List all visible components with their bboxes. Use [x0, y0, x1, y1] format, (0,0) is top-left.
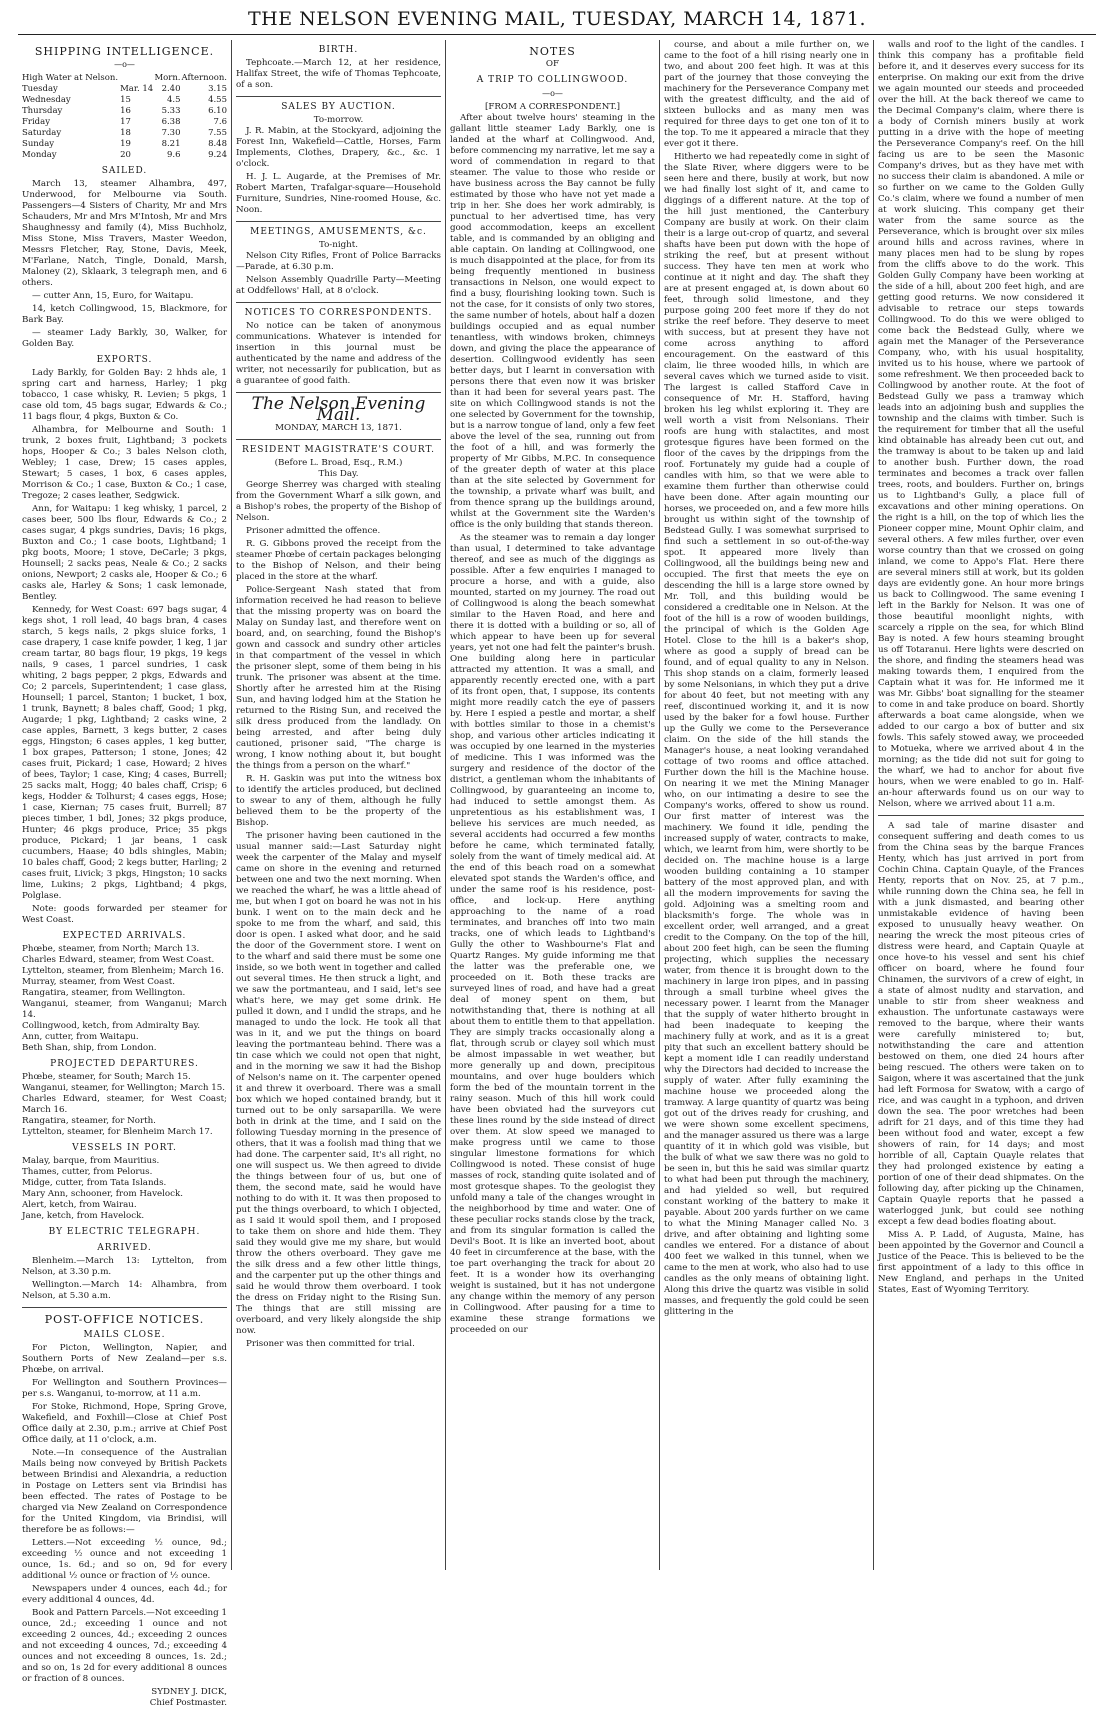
tide-cell: Friday [22, 117, 50, 127]
sailed-entry: — cutter Ann, 15, Euro, for Waitapu. [32, 291, 194, 301]
trip-title-2: A TRIP TO COLLINGWOOD. [476, 75, 629, 85]
court-paragraph: R. H. Gaskin was put into the witness box to identify the articles produced, but declined to swear to any of them, although he fully believed them to be the property of the Bishop. [236, 774, 441, 828]
tide-cell: 9.24 [208, 150, 227, 160]
post-item: For Picton, Wellington, Napier, and Southern Ports of New Zealand—per s.s. Phœbe, on arrival. [22, 1343, 227, 1375]
tide-header-cell: Morn. [154, 73, 181, 83]
vessel-entry: Mary Ann, schooner, from Havelock. [22, 1189, 184, 1199]
signature: SYDNEY J. DICK, [151, 1687, 227, 1697]
birth-text: Tephcoate.—March 12, at her residence, Halifax Street, the wife of Thomas Tephcoate, of a son. [236, 58, 441, 90]
vessel-entry: Malay, barque, from Mauritius. [22, 1156, 160, 1166]
divider [236, 221, 441, 222]
column-3 [446, 40, 660, 1570]
signature-title: Chief Postmaster. [149, 1698, 227, 1708]
vessels-title: VESSELS IN PORT. [72, 1143, 177, 1153]
court-paragraph: Police-Sergeant Nash stated that from information received he had reason to believe that the missing property was on board the Malay on Sunday last, and therefore went on board, and, on searching, found the Bishop's gown and cassock and sundry other articles in that compartment of the vessel in which the prisoner slept, some of them being in his trunk. The prisoner was absent at the time. Shortly after he arrested him at the Rising Sun, and having lodged him at the Station he returned to the Rising Sun, and received the silk dress produced from the landlady. On being arrested, and after being duly cautioned, prisoner said, "The charge is wrong, I know nothing about it, but bought the things from a person on the wharf." [236, 585, 441, 771]
tide-cell: 18 [120, 128, 131, 138]
sailed-entry: March 13, steamer Alhambra, 497, Underwood, for Melbourne via South. Passengers—4 Sisters of Charity, Mr and Mrs Schauders, Mr and Mrs M'Intosh, Mr and Mrs Shaughnessy and family (4), Miss Buchholz, Miss Stone, Miss Travers, Master Weedon, Messrs Fletcher, Ray, Stone, Davis, Meek, M'Farlane, Natch, Tingle, Donald, Marsh, Maloney (2), Sklaark, 3 telegraph men, and 6 others. [22, 179, 227, 288]
expected-entry: Charles Edward, steamer, from West Coast. [22, 955, 215, 965]
expected-entry: Wanganui, steamer, from Wanganui; March 14. [22, 999, 227, 1020]
masthead: THE NELSON EVENING MAIL, TUESDAY, MARCH 14, 1871. [247, 8, 867, 30]
post-office-title: POST-OFFICE NOTICES. [44, 1313, 205, 1326]
column-2 [232, 40, 446, 1570]
tide-row [22, 150, 227, 161]
tide-cell: Monday [22, 150, 57, 160]
tide-header-cell: Afternoon. [181, 73, 227, 83]
trip-paragraph: After about twelve hours' steaming in the gallant little steamer Lady Barkly, one is landed at the wharf at Collingwood. And, before commencing my narrative, let me say a word of commendation in regard to that steamer. The value to those who reside or have business across the Bay cannot be fully estimated by those who have not yet made a trip in her. She does her work admirably, is punctual to her advertised time, has very good accommodation, keeps an excellent table, and is commanded by an obliging and able captain. On landing at Collingwood, one is much disappointed at the place, for from its being frequently mentioned in business transactions in Nelson, one would expect to find a busy, flourishing looking town. Such is not the case, for it consists of only two stores, the same number of hotels, about half a dozen buildings occupied and as equal number tenantless, with windows broken, chimneys down, and giving the place the appearance of desertion. Collingwood evidently has seen better days, but I learnt in conversation with persons there that even now it was brisker than it had been for several years past. The site on which Collingwood stands is not the one selected by Government for the township, but is a narrow tongue of land, only a few feet above the level of the sea, running out from the foot of a hill, and was formerly the property of Mr Gibbs, M.P.C. In consequence of the greater depth of water at this place than at the site selected by Government for the township, a private wharf was built, and from thence sprang up the buildings around, whilst at the Government site the Warden's office is the only building that stands thereon. [450, 113, 655, 530]
tide-cell: 7.55 [208, 128, 227, 138]
tide-cell: 6.38 [161, 117, 181, 127]
shipping-title: SHIPPING INTELLIGENCE. [34, 45, 215, 58]
tide-cell: Tuesday [22, 84, 58, 94]
export-entry: Lady Barkly, for Golden Bay: 2 hhds ale, 1 spring cart and harness, Harley; 1 pkg tobacco, 1 case whisky, R. Levien; 5 pkgs, 1 case old tom, 45 bags sugar, Edwards & Co.; 11 bags flour, 4 pkgs, Buxton & Co. [22, 368, 227, 422]
tide-table [22, 73, 227, 161]
tide-cell: Mar. 14 [120, 84, 154, 94]
tide-row [22, 84, 227, 95]
tide-cell: 7.6 [213, 117, 227, 127]
tide-cell: 7.30 [161, 128, 181, 138]
projected-entry: Charles Edward, steamer, for West Coast; March 16. [22, 1094, 227, 1115]
auction-when: To-morrow. [313, 115, 364, 125]
post-item: Letters.—Not exceeding ½ ounce, 9d.; exceeding ½ ounce and not exceeding 1 ounce, 1s. 6d.; and so on, 9d for every additional ½ ounce or fraction of ½ ounce. [22, 1538, 227, 1581]
expected-entry: Lyttelton, steamer, from Blenheim; March 16. [22, 966, 224, 976]
meetings-when: To-night. [318, 240, 359, 250]
tide-cell: 4.5 [166, 95, 181, 105]
divider [22, 1307, 227, 1308]
tide-cell: 8.21 [161, 139, 181, 149]
trip-of: OF [545, 59, 560, 69]
tide-row [22, 128, 227, 139]
trip-paragraph: Hitherto we had repeatedly come in sight of the Slate River, where diggers were to be seen here and there, busily at work, but now we had finally lost sight of it, and came to diggings of a different nature. At the top of the hill just mentioned, the Canterbury Company are busily at work. On their claim their is a large out-crop of quartz, and several shafts have been put down with the hope of striking the reef, but at present without success. They have ten men at work who continue at it night and day. The shaft they are at present engaged at, is down about 60 feet, through solid limestone, and they purpose going 200 feet more if they do not strike the reef before. They deserve to meet with success, but at present they have not come across anything to afford encouragement. On the eastward of this claim, lie three wooded hills, in which are several caves which we turned aside to visit. The largest is called Stafford Cave in consequence of Mr. H. Stafford, having broken his leg whilst exploring it. They are well worth a visit from Nelsonians. Their roofs are hung with stalactites, and most grotesque figures have been formed on the floor of the caves by the drippings from the roof. Fortunately my guide had a couple of candles with him, so that we were able to examine them further than otherwise could have been done. After again mounting our horses, we proceeded on, and a few more hills brought us within sight of the township of Bedstead Gully. I was somewhat surprised to find such a settlement in so out-of-the-way spot. It appeared more lively than Collingwood, all the buildings being new and occupied. The first that meets the eye on descending the hill is a large store owned by Mr. Toll, and this building would be considered a creditable one in Nelson. At the foot of the hill is a row of wooden buildings, the principal of which is the Golden Age Hotel. Close to the hill is a baker's shop, where as good a supply of bread can be found, and of equal quality to any in Nelson. This shop stands on a claim, formerly leased by some Nelsonians, in which they put a drive for about 40 feet, but not meeting with any reef, discontinued working it, and it is now used by the baker for a fowl house. Further up the Gully we come to the Perseverance claim. On the side of the hill stands the Manager's house, a neat looking verandahed cottage of two rooms and office attached. Further down the hill is the Machine house. On nearing it we met the Mining Manager who, on our intimating a desire to see the Company's works, offered to show us round. Our first matter of interest was the machinery. We found it idle, pending the increased supply of water, contracts to make, which, we learnt from him, were shortly to be decided on. The machine house is a large wooden building containing a 10 stamper battery of the most approved plan, and with all the modern improvements for saving the gold. Adjoining was a smelting room and blacksmith's forge. The whole was in excellent order, well arranged, and a great credit to the Company. On the top of the hill, about 200 feet high, can be seen the fluming projecting, which supplies the necessary water, from thence it is brought down to the machinery in large iron pipes, and in passing through a small turbine wheel gives the necessary power. I learnt from the Manager that the supply of water hitherto brought in had been inadequate to keeping the machinery fully at work, and as it is a great pity that such an excellent battery should be kept a moment idle I can readily understand why the Directors had decided to increase the supply of water. After fully examining the machine house we proceeded along the tramway. A large quantity of quartz was being got out of the drives ready for crushing, and we were shown some excellent specimens, and the manager assured us there was a large quantity of it in which gold was visible, but the bulk of what we saw there was no gold to be seen in, but this he said was similar quartz to what had been put through the machinery, and had yielded so well, but required constant working of the battery to make it payable. About 200 yards further on we came to what the Mining Manager called No. 3 drive, and after obtaining and lighting some candles we entered. For a distance of about 400 feet we walked in this tunnel, when we came to the men at work, who also had to use candles as the only means of obtaining light. Along this drive the quartz was visible in solid masses, and frequently the gold could be seen glittering in the [664, 152, 869, 1317]
trip-paragraph: course, and about a mile further on, we came to the foot of a hill rising nearly one in two, and about 200 feet high. It was at this part of the journey that those conveying the machinery for the Perseverance Company met with the greatest difficulty, and the aid of sixteen bullocks and as many men was required for three days to get one ton of it to the top. To me it appeared a miracle that they ever got it there. [664, 40, 869, 149]
auction-title: SALES BY AUCTION. [281, 102, 396, 112]
projected-entry: Phœbe, steamer, for South; March 15. [22, 1072, 191, 1082]
paper-date: MONDAY, MARCH 13, 1871. [275, 423, 402, 433]
tide-cell: 15 [120, 95, 131, 105]
court-paragraph: The prisoner having been cautioned in the usual manner said:—Last Saturday night week the carpenter of the Malay and myself came on shore in the evening and returned between one and two the next morning. When we reached the wharf, he was a little ahead of me, but when I got on board he was not in his bunk. I went on to the main deck and he spoke to me from the wharf, and said, this door is open. I asked what door, and he said the door of the Government store. I went on to the wharf and said there must be some one inside, so we both went in together and called out several times. He then struck a light, and we saw the portmanteau, and I said, let's see what's here, we may get some drink. He pulled it down, and I undid the straps, and he managed to undo the lock. He took all that was in it, and we put the things on board leaving the portmanteau behind. There was a tin case which we could not open that night, and in the morning we saw it had the Bishop of Nelson's name on it. The carpenter opened it and threw it overboard. There was a small box which we hoped contained brandy, but it turned out to be only sarsaparilla. We were both in drink at the time, and I said on the following Tuesday morning in the presence of others, that it was a foolish mad thing that we had done. The carpenter said, It's all right, no one will suspect us. We then agreed to divide the things between four of us, but one of them, the second mate, said he would have nothing to do with it. It was then proposed to put the things overboard, to which I objected, as I said it would spoil them, and I proposed to take them on shore and hide them. They said they would give me my share, but would throw the others overboard. They gave me the silk dress and a few other little things, and the carpenter put up the other things and said he would throw them overboard. I took the dress on Friday night to the Rising Sun. The things that are still missing are overboard, and very likely alongside the ship now. [236, 831, 441, 1336]
court-paragraph: Prisoner was then committed for trial. [246, 1339, 415, 1349]
meetings-title: MEETINGS, AMUSEMENTS, &c. [250, 227, 427, 237]
court-paragraph: George Sherrey was charged with stealing from the Government Wharf a silk gown, and a Bishop's robes, the property of the Bishop of Nelson. [236, 480, 441, 523]
meeting-item: Nelson Assembly Quadrille Party—Meeting at Oddfellows' Hall, at 8 o'clock. [236, 275, 441, 296]
court-subtitle: (Before L. Broad, Esq., R.M.) [274, 458, 403, 468]
trip-paragraph: As the steamer was to remain a day longer than usual, I determined to take advantage thereof, and see as much of the diggings as possible. After a few enquiries I managed to procure a horse, and with a guide, also mounted, started on my journey. The road out of Collingwood is along the beach somewhat similar to the Haven Road, and here and there it is dotted with a building or so, all of which appear to have been up for several years, yet not one had felt the painter's brush. One building along here in particular attracted my attention. It was a small, and apparently recently erected one, with a part of its front open, that, I suppose, its contents might more readily catch the eye of passers by. Here I espied a pestle and mortar, a shelf with bottles similar to those in a chemist's shop, and various other articles indicating it was occupied by one learned in the mysteries of medicine. This I was informed was the surgery and residence of the doctor of the district, a gentleman whom the inhabitants of Collingwood, by guaranteeing an income to, had induced to settle amongst them. As unpretentious as his establishment was, I believe his services are much needed, as several accidents had occurred a few months before he came, which terminated fatally, solely from the want of timely medical aid. At the end of this beach road on a somewhat elevated spot stands the Warden's office, and under the same roof is his residence, post-office, and lock-up. Here anything approaching to the name of a road terminates, and branches off into two main tracks, one of which leads to Lightband's Gully the other to Washbourne's Flat and Quartz Ranges. My guide informing me that the latter was the preferable one, we proceeded on it. Both these tracks are surveyed lines of road, and have had a great deal of money spent on them, but notwithstanding that, there is nothing at all about them to entitle them to that appellation. They are simply tracks occasionally along a flat, through scrub or clayey soil which must be almost impassable in wet weather, but more generally up and down, precipitous mountains, and over huge boulders which form the bed of the mountain torrent in the rainy season. Much of this hill work could have been obviated had the surveyors cut these lines round by the side instead of direct over them. At slow speed we managed to make progress until we came to those singular limestone formations for which Collingwood is noted. These consist of huge masses of rock, standing quite isolated and of most grotesque shapes. To the geologist they unfold many a tale of the changes wrought in the neighborhood by time and water. One of these peculiar rocks stands close by the track, and from its singular formation is called the Devil's Boot. It is like an inverted boot, about 40 feet in circumference at the base, with the toe part overhanging the track for about 20 feet. It is a wonder how its overhanging weight is sustained, but it has not undergone any change within the memory of any person in Collingwood. After pausing for a time to examine these strange formations we proceeded on our [450, 533, 655, 1335]
mails-close-title: MAILS CLOSE. [83, 1330, 166, 1340]
divider [878, 815, 1084, 816]
birth-title: BIRTH. [318, 45, 359, 55]
post-item: Note.—In consequence of the Australian Mails being now conveyed by British Packets between Brindisi and Alexandria, a reduction in Postage on Letters sent via Brindisi has been effected. The rates of Postage to be charged via New Zealand on Correspondence for the United Kingdom, via Brindisi, will therefore be as follows:— [22, 1448, 227, 1535]
expected-entry: Ann, cutter, from Waitapu. [22, 1032, 139, 1042]
court-title: RESIDENT MAGISTRATE'S COURT. [241, 445, 436, 455]
export-entry: Kennedy, for West Coast: 697 bags sugar, 4 kegs shot, 1 roll lead, 40 bags bran, 4 cases starch, 5 kegs nails, 2 pkgs sluice forks, 1 case drapery, 1 case knife powder, 1 keg, 1 jar cream tartar, 80 bags flour, 19 pkgs, 19 kegs nails, 9 cases, 1 parcel sundries, 1 cask whiting, 2 bags pepper, 2 pkgs, Edwards and Co; 2 parcels, Superintendent; 1 case glass, Hounsell; 1 parcel, Stanton; 1 bucket, 1 box, 1 trunk, Baynett; 8 bales chaff, Good; 1 pkg, Augarde; 1 pkg, Lightband; 2 casks wine, 2 case apples, Barnett, 3 kegs butter, 2 cases eggs, Hingston; 6 cases apples, 1 keg butter, 1 box grapes, Patterson; 1 stone, Jones; 42 cases fruit, Pickard; 1 case, Howard; 2 hives of bees, Taylor; 1 case, King; 4 cases, Burrell; 25 sacks malt, Hogg; 40 bales chaff, Crisp; 6 kegs, Hodder & Tolhurst; 4 cases eggs, Hose; 1 case, Kiernan; 75 cases fruit, Burrell; 87 pieces timber, 1 bdl, Jones; 32 pkgs produce, Hunter; 46 pkgs produce, Price; 35 pkgs produce, Pickard; 1 jar beans, 1 cask cucumbers, Haase; 40 bdls shingles, Mabin; 10 bales chaff, Good; 2 kegs butter, Harling; 2 cases fruit, Livick; 3 pkgs, Hingston; 10 sacks lime, Lukins; 2 pkgs, Lightband; 4 pkgs, Polglase. [22, 605, 227, 901]
top-rule [18, 34, 1096, 35]
tide-cell: Saturday [22, 128, 62, 138]
post-item: Book and Pattern Parcels.—Not exceeding 1 ounce, 2d.; exceeding 1 ounce and not exceeding 2 ounces, 4d.; exceeding 2 ounces and not exceeding 4 ounces, 7d.; exceeding 4 ounces and not exceeding 8 ounces, 1s. 2d.; and so on, 1s 2d for every additional 8 ounces or fraction of 8 ounces. [22, 1608, 227, 1684]
expected-entry: Beth Shan, ship, from London. [22, 1043, 157, 1053]
expected-entry: Phœbe, steamer, from North; March 13. [22, 944, 200, 954]
auction-item: J. R. Mabin, at the Stockyard, adjoining the Forest Inn, Wakefield—Cattle, Horses, Farm Implements, Clothes, Drapery, &c., &c. 1 o'clock. [236, 126, 441, 169]
expected-entry: Collingwood, ketch, from Admiralty Bay. [22, 1021, 201, 1031]
export-entry: Alhambra, for Melbourne and South: 1 trunk, 2 boxes fruit, Lightband; 3 pockets hops, Hooper & Co.; 3 bales Nelson cloth, Webley; 1 case, Drew; 15 cases apples, Stewart; 5 cases, 1 box, 6 cases apples, Morrison & Co.; 1 case, Buxton & Co.; 1 case, Tregoze; 2 cases leather, Sedgwick. [22, 425, 227, 501]
separator: —o— [114, 60, 135, 69]
court-paragraph: Prisoner admitted the offence. [246, 526, 381, 536]
tide-cell: Wednesday [22, 95, 71, 105]
trip-from: [FROM A CORRESPONDENT.] [484, 102, 621, 112]
tide-cell: 9.6 [166, 150, 181, 160]
expected-entry: Rangatira, steamer, from Wellington. [22, 988, 186, 998]
paper-name: The Nelson Evening Mail. [251, 394, 426, 425]
divider [236, 96, 441, 97]
exports-title: EXPORTS. [96, 355, 153, 365]
divider [236, 439, 441, 440]
tide-row [22, 95, 227, 106]
tide-header [22, 73, 227, 84]
tide-cell: 4.55 [208, 95, 227, 105]
tide-cell: 8.48 [208, 139, 227, 149]
vessel-entry: Midge, cutter, from Tata Islands. [22, 1178, 167, 1188]
vessel-entry: Jane, ketch, from Havelock. [22, 1211, 145, 1221]
tide-cell: 17 [120, 117, 131, 127]
export-entry: Ann, for Waitapu: 1 keg whisky, 1 parcel, 2 cases beer, 500 lbs flour, Edwards & Co.; 2 cases sugar, 4 pkgs sundries, Davis; 16 pkgs, Buxton and Co.; 1 case boots, Lightband; 1 pkg boots, Moore; 1 stove, DeCarle; 3 pkgs, Hounsell; 2 sacks peas, Neale & Co.; 2 sacks onions, Newport; 2 casks ale, Hooper & Co.; 6 casks ale, Harley & Sons; 1 cask lemonade, Bentley. [22, 504, 227, 602]
trip-title: NOTES [529, 45, 576, 58]
column-5 [874, 40, 1088, 1570]
tide-cell: 5.33 [161, 106, 181, 116]
divider [236, 392, 441, 393]
court-paragraph: R. G. Gibbons proved the receipt from the steamer Phœbe of certain packages belonging to the Bishop of Nelson, and their being placed in the store at the wharf. [236, 539, 442, 582]
expected-entry: Murray, steamer, from West Coast. [22, 977, 176, 987]
court-day: This Day. [318, 469, 359, 479]
column-4 [660, 40, 874, 1570]
separator: —o— [542, 89, 563, 98]
tide-cell: 19 [120, 139, 131, 149]
tide-cell: Sunday [22, 139, 55, 149]
tide-cell: 20 [120, 150, 131, 160]
marine-paragraph: A sad tale of marine disaster and consequent suffering and death comes to us from the China seas by the barque Frances Henty, which has just arrived in port from Cochin China. Captain Quayle, of the Frances Henty, reports that on Nov. 25, at 7 p.m., while running down the China sea, he fell in with a junk dismasted, and bearing other unmistakable evidence of having been exposed to unusually heavy weather. On nearing the wreck the most piteous cries of distress were heard, and Captain Quayle at once hove-to his vessel and sent his chief officer on board, where he found four Chinamen, the survivors of a crew of eight, in a state of almost nudity and starvation, and unable to stir from sheer weakness and exhaustion. The unfortunate castaways were removed to the barque, where their wants were carefully ministered to; but, notwithstanding the care and attention bestowed on them, one died 24 hours after being rescued. The others were taken on to Saigon, where it was ascertained that the junk had left Formosa for Swatow, with a cargo of rice, and was caught in a typhoon, and driven down the sea. The poor wretches had been adrift for 21 days, and of this time they had been without food and water, except a few showers of rain, for 14 days; and most horrible of all, Captain Quayle relates that they had prolonged existence by eating a portion of one of their dead shipmates. On the following day, after picking up the Chinamen, Captain Quayle reports that he passed a waterlogged junk, but could see nothing except a few dead bodies floating about. [878, 821, 1084, 1227]
arrived-title: ARRIVED. [97, 1243, 152, 1253]
sailed-title: SAILED. [101, 166, 148, 176]
vessel-entry: Thames, cutter, from Pelorus. [22, 1167, 153, 1177]
telegraph-title: BY ELECTRIC TELEGRAPH. [48, 1227, 201, 1237]
trip-paragraph: walls and roof to the light of the candles. I think this company has a profitable field before it, and it deserves every success for its enterprise. On making our exit from the drive we again mounted our steeds and proceeded over the hill. At the back thereof we came to the Decimal Company's claim, where there is a body of Cornish miners busily at work putting in a drive with the hope of meeting the Perseverance Company's reef. On the hill facing us are to be seen the Masonic Company's drives, but as they have met with no success their claim is abandoned. A mile or so further on we came to the Golden Gully Co.'s claim, where we found a number of men at work sluicing. This company get their water from the same source as the Perseverance, which is brought over six miles around hills and across ravines, where in many places men had to be slung by ropes from the cliffs above to do the work. This Golden Gully Company have been working at the side of a hill, about 200 feet high, and are getting good returns. We now considered it advisable to retrace our steps towards Collingwood. To do this we were obliged to come back the Bedstead Gully, where we again met the Manager of the Perseverance Company, who, with his usual hospitality, invited us to his house, where we partook of some refreshment. We then proceeded back to Collingwood by another route. At the foot of Bedstead Gully we pass a tramway which leads into an adjoining bush and supplies the township and the claims with timber. Such is the requirement for timber that all the useful kind obtainable has already been cut out, and the tramway is about to be taken up and laid to another bush. Further down, the road terminates and becomes a track over fallen trees, roots, and boulders. Further on, brings us to Lightband's Gully, a place full of excavations and other mining operations. On the right is a hill, on the top of which lies the Pioneer copper mine, Mount Ophir claim, and several others. A few miles further, over even worse country than that we crossed on going inland, we come to Appo's Flat. Here there are several miners still at work, but its golden days are evidently gone. An hour more brings us back to Collingwood. The same evening I left in the Barkly for Nelson. It was one of those beautiful moonlight nights, with scarcely a ripple on the sea, for which Blind Bay is noted. A few hours steaming brought us off Totaranui. Here lights were descried on the shore, and finding the steamers head was making towards them, I enquired from the Captain what it was for. He informed me it was Mr. Gibbs' boat signalling for the steamer to come in and take produce on board. Shortly afterwards a boat came alongside, when we added to our cargo a box of butter and six fowls. This safely stowed away, we proceeded to Motueka, where we arrived about 4 in the morning; as the tide did not suit for going to the wharf, we had to anchor for about five hours, when we were enabled to go in. Half-an-hour afterwards found us on our way to Nelson, where we arrived about 11 a.m. [878, 40, 1084, 809]
tide-cell: 6.10 [208, 106, 227, 116]
vessel-entry: Alert, ketch, from Wairau. [22, 1200, 137, 1210]
projected-entry: Lyttelton, steamer, for Blenheim March 17. [22, 1127, 213, 1137]
auction-item: H. J. L. Augarde, at the Premises of Mr. Robert Marten, Trafalgar-square—Household Furniture, Sundries, Nine-roomed House, &c. Noon. [236, 172, 441, 215]
projected-entry: Rangatira, steamer, for North. [22, 1116, 156, 1126]
tide-cell: 16 [120, 106, 131, 116]
meeting-item: Nelson City Rifles, Front of Police Barracks—Parade, at 6.30 p.m. [236, 251, 441, 272]
tide-row [22, 139, 227, 150]
arrived-entry: Wellington.—March 14: Alhambra, from Nelson, at 5.30 a.m. [22, 1280, 227, 1301]
tide-cell: Thursday [22, 106, 63, 116]
sailed-entry: — steamer Lady Barkly, 30, Walker, for Golden Bay. [22, 328, 227, 349]
notices-title: NOTICES TO CORRESPONDENTS. [244, 308, 433, 318]
export-entry: Note: goods forwarded per steamer for West Coast. [22, 904, 227, 925]
projected-entry: Wanganui, steamer, for Wellington; March 15. [22, 1083, 226, 1093]
sailed-entry: 14, ketch Collingwood, 15, Blackmore, for Bark Bay. [22, 304, 227, 325]
tide-row [22, 117, 227, 128]
tide-cell: 3.15 [208, 84, 227, 94]
tide-row [22, 106, 227, 117]
divider [236, 302, 441, 303]
post-item: For Stoke, Richmond, Hope, Spring Grove, Wakefield, and Foxhill—Close at Chief Post Office daily at 2.30, p.m.; arrive at Chief Post Office daily, at 11 o'clock, a.m. [22, 1402, 227, 1445]
projected-title: PROJECTED DEPARTURES. [50, 1059, 199, 1069]
tide-cell: 2.40 [161, 84, 181, 94]
arrived-entry: Blenheim.—March 13: Lyttelton, from Nelson, at 3.30 p.m. [22, 1256, 227, 1277]
columns [18, 40, 1096, 1708]
post-item: Newspapers under 4 ounces, each 4d.; for every additional 4 ounces, 4d. [22, 1584, 227, 1605]
tide-header-cell: High Water at Nelson. [22, 73, 119, 83]
notices-text: No notice can be taken of anonymous communications. Whatever is intended for insertion in this journal must be authenticated by the name and address of the writer, not necessarily for publication, but as a guarantee of good faith. [236, 321, 441, 386]
post-item: For Wellington and Southern Provinces—per s.s. Wanganui, to-morrow, at 11 a.m. [22, 1378, 227, 1399]
expected-title: EXPECTED ARRIVALS. [62, 931, 187, 941]
column-1 [18, 40, 232, 1708]
marine-paragraph: Miss A. P. Ladd, of Augusta, Maine, has been appointed by the Governor and Council a Justice of the Peace. This is believed to be the first appointment of a lady to this office in New England, and perhaps in the United States, East of Wyoming Territory. [878, 1230, 1084, 1295]
